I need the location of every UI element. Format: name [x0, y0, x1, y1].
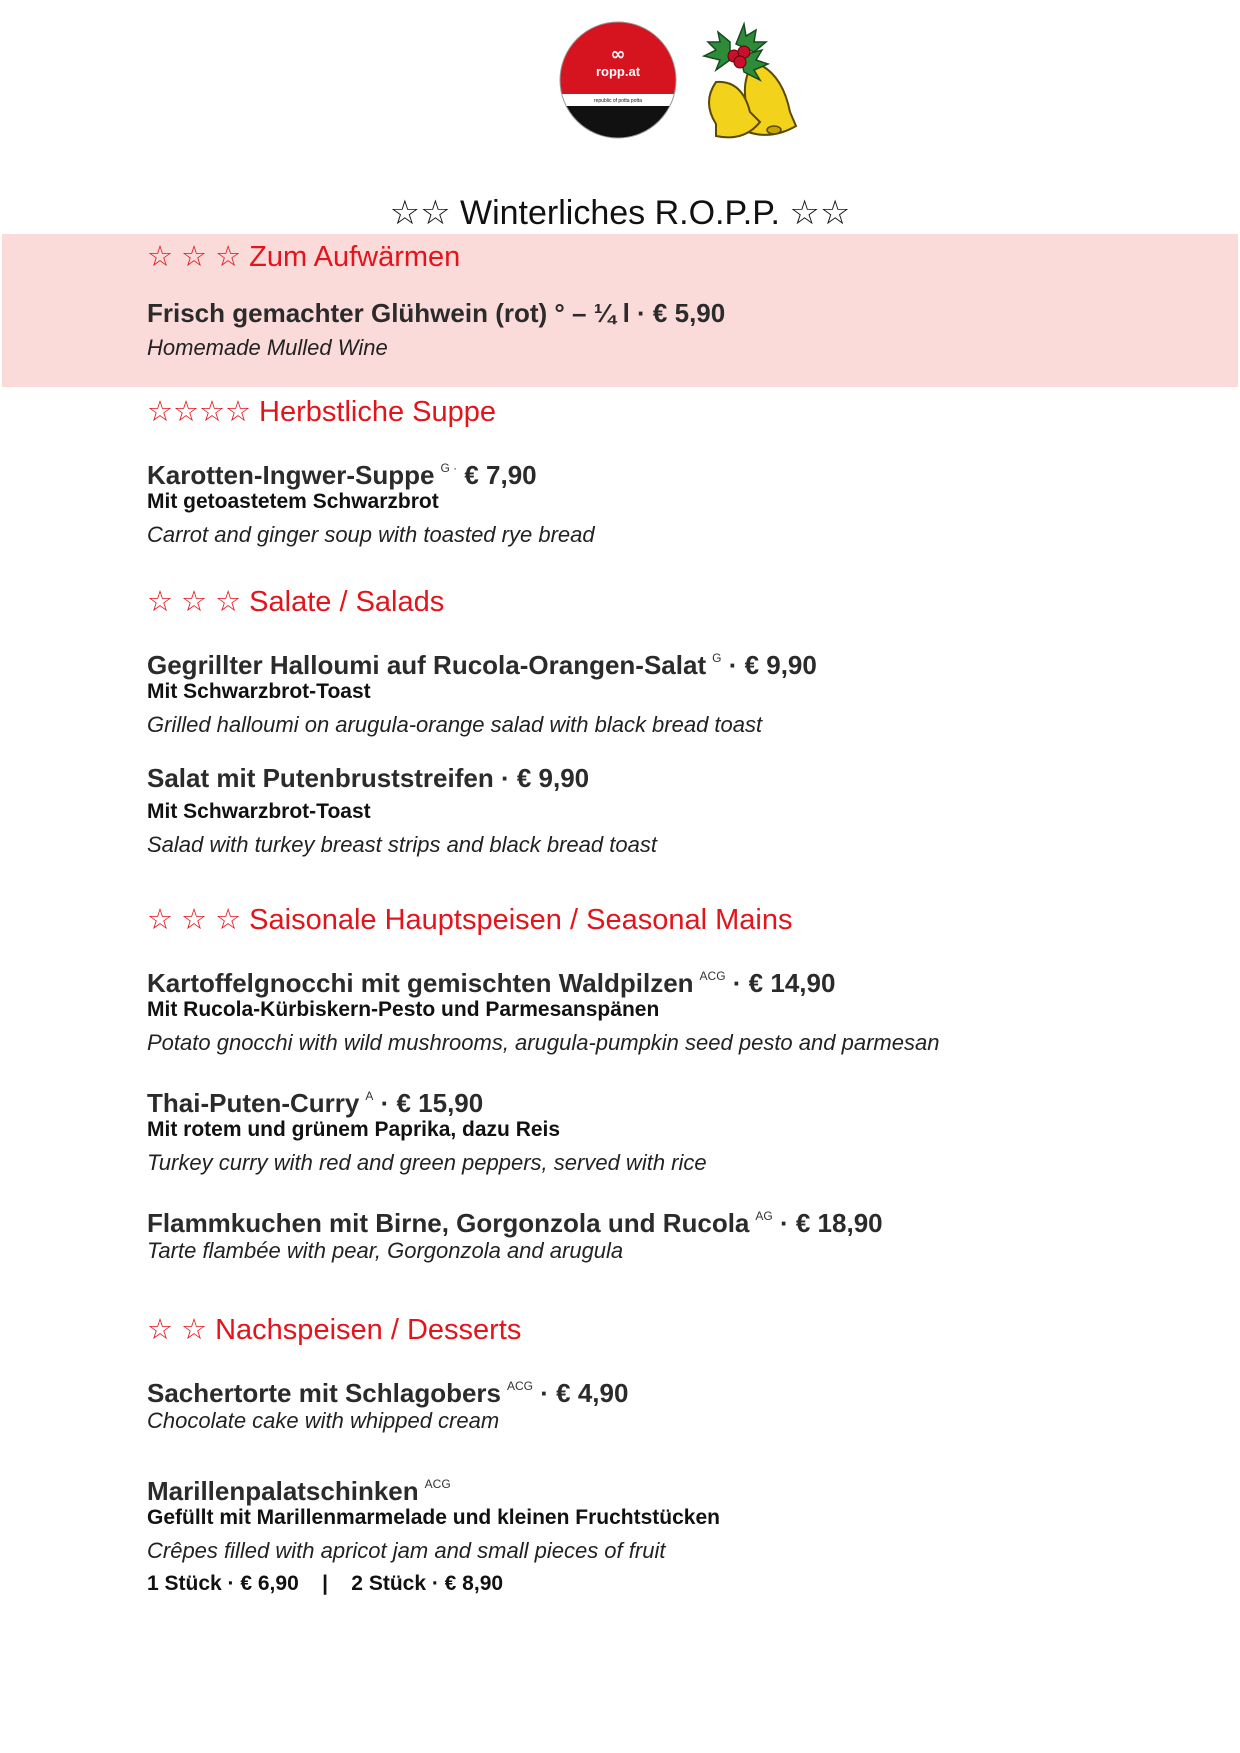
item-name-line: [147, 1078, 1147, 1118]
allergen-code: AG: [755, 1209, 773, 1223]
allergen-code: A: [365, 1089, 374, 1103]
item-description: Mit Schwarzbrot-Toast: [147, 800, 371, 823]
logo-symbol: ∞: [610, 44, 626, 65]
allergen-code: ACG: [507, 1379, 534, 1393]
item-description: Mit Schwarzbrot-Toast: [147, 680, 371, 703]
item-english: Turkey curry with red and green peppers, served with rice: [147, 1150, 707, 1175]
allergen-code: G ·: [440, 461, 458, 475]
item-name-line: [147, 640, 1147, 680]
menu-title: ☆☆ Winterliches R.O.P.P. ☆☆: [389, 194, 851, 232]
item-description: Mit Rucola-Kürbiskern-Pesto und Parmesanspänen: [147, 998, 660, 1021]
section-title: ☆ ☆ ☆ Saisonale Hauptspeisen / Seasonal Mains: [147, 904, 793, 936]
item-english: Carrot and ginger soup with toasted rye bread: [147, 522, 595, 547]
item-english: Crêpes filled with apricot jam and small pieces of fruit: [147, 1538, 666, 1563]
item-name: Salat mit Putenbruststreifen · € 9,90: [147, 763, 590, 793]
allergen-code: G: [712, 651, 722, 665]
item-name-line: [147, 1466, 1147, 1506]
section-title: ☆ ☆ ☆ Zum Aufwärmen: [147, 241, 461, 273]
item-english: Tarte flambée with pear, Gorgonzola and arugula: [147, 1238, 624, 1263]
item-name: Kartoffelgnocchi mit gemischten Waldpilzen: [147, 968, 694, 998]
allergen-code: ACG: [424, 1477, 451, 1491]
logo-tagline: republic of potta potta: [593, 98, 643, 104]
item-name: Flammkuchen mit Birne, Gorgonzola und Rucola: [147, 1208, 750, 1238]
menu-item: [147, 958, 1147, 1060]
item-name: Karotten-Ingwer-Suppe: [147, 460, 435, 490]
christmas-bells-icon: [684, 12, 804, 142]
item-description: Gefüllt mit Marillenmarmelade und kleinen Fruchtstücken: [147, 1506, 720, 1529]
item-english: Grilled halloumi on arugula-orange salad with black bread toast: [147, 712, 763, 737]
item-price: · € 15,90: [380, 1088, 484, 1118]
section-desserts: [147, 1310, 1147, 1600]
item-name: Sachertorte mit Schlagobers: [147, 1378, 501, 1408]
allergen-code: ACG: [699, 969, 726, 983]
menu-item: [147, 450, 1147, 552]
item-name: Marillenpalatschinken: [147, 1476, 419, 1506]
ropp-logo: [558, 20, 678, 140]
item-english: Salad with turkey breast strips and black bread toast: [147, 832, 657, 857]
item-price: · € 4,90: [540, 1378, 629, 1408]
section-warm: [147, 237, 1147, 365]
menu-item: [147, 640, 1147, 742]
item-english: Chocolate cake with whipped cream: [147, 1408, 500, 1433]
item-description: Mit getoastetem Schwarzbrot: [147, 490, 439, 513]
item-name: Gegrillter Halloumi auf Rucola-Orangen-Salat: [147, 650, 707, 680]
section-salads: [147, 582, 1147, 862]
section-title: ☆☆☆☆ Herbstliche Suppe: [147, 396, 497, 428]
item-name: Frisch gemachter Glühwein (rot) ° – ¼ l · € 5,90: [147, 298, 726, 328]
section-soup: [147, 392, 1147, 552]
item-price: · € 18,90: [779, 1208, 883, 1238]
menu-item: [147, 1198, 1147, 1268]
menu-item: [147, 1078, 1147, 1180]
item-price: · € 14,90: [732, 968, 836, 998]
item-name-line: [147, 1198, 1147, 1238]
section-mains: [147, 900, 1147, 1268]
item-price: € 7,90: [464, 460, 537, 490]
section-title: ☆ ☆ ☆ Salate / Salads: [147, 586, 445, 618]
item-prices: 1 Stück · € 6,90 | 2 Stück · € 8,90: [147, 1572, 504, 1595]
section-title: ☆ ☆ Nachspeisen / Desserts: [147, 1314, 522, 1346]
item-name-line: [147, 450, 1147, 490]
menu-item: [147, 1368, 1147, 1438]
menu-item: [147, 760, 1147, 862]
item-english: Potato gnocchi with wild mushrooms, arugula-pumpkin seed pesto and parmesan: [147, 1030, 940, 1055]
item-price: · € 9,90: [728, 650, 817, 680]
item-name-line: [147, 1368, 1147, 1408]
menu-item: [147, 1466, 1147, 1600]
logo-text: ropp.at: [595, 64, 641, 79]
menu-item: [147, 295, 1147, 365]
item-english: Homemade Mulled Wine: [147, 335, 388, 360]
item-description: Mit rotem und grünem Paprika, dazu Reis: [147, 1118, 561, 1141]
item-name-line: [147, 958, 1147, 998]
item-name: Thai-Puten-Curry: [147, 1088, 360, 1118]
